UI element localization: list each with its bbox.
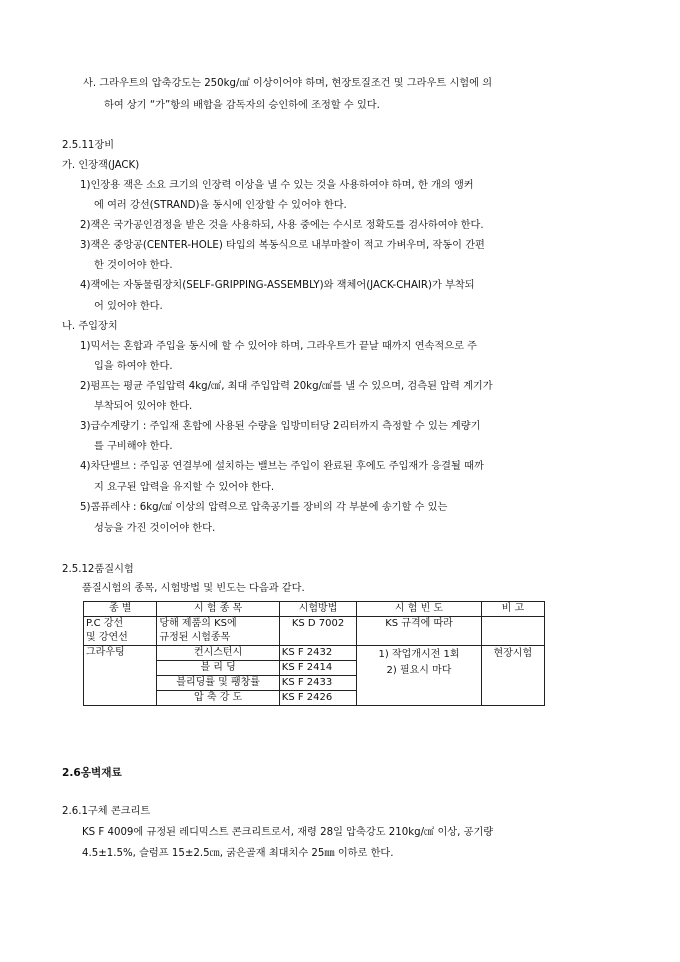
grout-frequency-1: 1) 작업개시전 1회 — [378, 649, 460, 660]
injection-item-1: 1)믹서는 혼합과 주입을 동시에 할 수 있어야 하며, 그라우트가 끝날 때까지 연속적으로 주 — [80, 341, 477, 352]
pc-method: KS D 7002 — [279, 617, 357, 632]
jack-item-1-cont: 에 여러 강선(STRAND)을 동시에 인장할 수 있어야 한다. — [94, 200, 347, 211]
grout-remarks: 현장시험 — [481, 646, 544, 706]
jack-item-4-cont: 어 있어야 한다. — [94, 301, 163, 312]
injection-item-5: 5)콤퓨레샤 : 6kg/㎠ 이상의 압력으로 압축공기를 장비의 각 부분에 송기할 수 있는 — [80, 502, 448, 513]
quality-test-heading: 2.5.12품질시험 — [62, 564, 134, 575]
grout-method-3: KS F 2433 — [279, 676, 357, 691]
injection-item-2: 2)펌프는 평균 주입압력 4kg/㎠, 최대 주입압력 20kg/㎠를 낼 수 있으며, 검측된 압력 계기가 — [80, 381, 493, 392]
grout-strength-line-1: 사. 그라우트의 압축강도는 250kg/㎠ 이상이어야 하며, 현장토질조건 및 그라우트 시험에 의 — [83, 78, 493, 89]
injection-item-3: 3)급수계량기 : 주입재 혼합에 사용된 수량을 입방미터당 2리터까지 측정할 수 있는 계량기 — [80, 421, 481, 432]
injection-item-2-cont: 부착되어 있어야 한다. — [94, 401, 193, 412]
pc-items-line-1: 당해 제품의 KS에 — [157, 617, 279, 632]
grout-method-2: KS F 2414 — [279, 661, 357, 676]
header-remarks: 비 고 — [481, 602, 544, 617]
grout-item-2: 블 리 딩 — [157, 661, 279, 676]
pc-type-line-2: 및 강연선 — [84, 631, 157, 646]
section-261-heading: 2.6.1구체 콘크리트 — [62, 806, 151, 817]
jack-item-4: 4)잭에는 자동물림장치(SELF-GRIPPING-ASSEMBLY)와 잭체어(JACK-CHAIR)가 부착되 — [80, 280, 475, 291]
jack-item-1: 1)인장용 잭은 소요 크기의 인장력 이상을 낼 수 있는 것을 사용하여야 하며, 한 개의 앵커 — [80, 180, 474, 191]
grout-item-1: 컨시스턴시 — [157, 646, 279, 661]
grout-frequency — [357, 646, 481, 706]
header-test-method: 시험방법 — [279, 602, 357, 617]
grout-item-3: 블리딩률 및 팽창률 — [157, 676, 279, 691]
quality-test-table — [83, 601, 545, 706]
grout-method-1: KS F 2432 — [279, 646, 357, 661]
pc-items-line-2: 규정된 시험종목 — [157, 631, 279, 646]
pc-type-line-1: P.C 강선 — [84, 617, 157, 632]
injection-heading: 나. 주입장치 — [62, 321, 118, 332]
jack-item-3-cont: 한 것이어야 한다. — [94, 260, 173, 271]
injection-item-3-cont: 를 구비해야 한다. — [94, 441, 173, 452]
injection-item-5-cont: 성능을 가진 것이어야 한다. — [94, 523, 216, 534]
table-row — [84, 646, 545, 661]
jack-item-3: 3)잭은 중앙공(CENTER-HOLE) 타입의 복동식으로 내부마찰이 적고 가벼우며, 작동이 간편 — [80, 240, 485, 251]
header-type: 종 별 — [84, 602, 157, 617]
grout-frequency-2: 2) 필요시 마다 — [386, 665, 452, 676]
pc-remarks — [481, 617, 544, 632]
grout-type: 그라우팅 — [84, 646, 157, 706]
injection-item-4: 4)차단밸브 : 주입공 연결부에 설치하는 밸브는 주입이 완료된 후에도 주입재가 응결될 때까 — [80, 461, 484, 472]
jack-heading: 가. 인장잭(JACK) — [62, 160, 140, 171]
table-header-row — [84, 602, 545, 617]
grout-method-4: KS F 2426 — [279, 691, 357, 706]
injection-item-1-cont: 입을 하여야 한다. — [94, 361, 173, 372]
grout-item-4: 압 축 강 도 — [157, 691, 279, 706]
table-row — [84, 631, 545, 646]
jack-item-2: 2)잭은 국가공인검정을 받은 것을 사용하되, 사용 중에는 수시로 정확도를 검사하여야 한다. — [80, 220, 484, 231]
pc-frequency: KS 규격에 따라 — [357, 617, 481, 632]
equipment-heading: 2.5.11장비 — [62, 140, 115, 151]
table-row — [84, 617, 545, 632]
section-261-body-1: KS F 4009에 규정된 레디믹스트 콘크리트로서, 재령 28일 압축강도 210kg/㎠ 이상, 공기량 — [82, 827, 494, 838]
section-26-title: 2.6옹벽재료 — [62, 767, 122, 779]
injection-item-4-cont: 지 요구된 압력을 유지할 수 있어야 한다. — [94, 482, 275, 493]
header-test-item: 시 험 종 목 — [157, 602, 279, 617]
header-test-frequency: 시 험 빈 도 — [357, 602, 481, 617]
grout-strength-line-2: 하여 상기 “가”항의 배합을 감독자의 승인하에 조정할 수 있다. — [104, 100, 380, 111]
quality-test-intro: 품질시험의 종목, 시험방법 및 빈도는 다음과 같다. — [82, 583, 305, 594]
section-261-body-2: 4.5±1.5%, 슬럼프 15±2.5㎝, 굵은골재 최대치수 25㎜ 이하로 한다. — [82, 848, 394, 859]
